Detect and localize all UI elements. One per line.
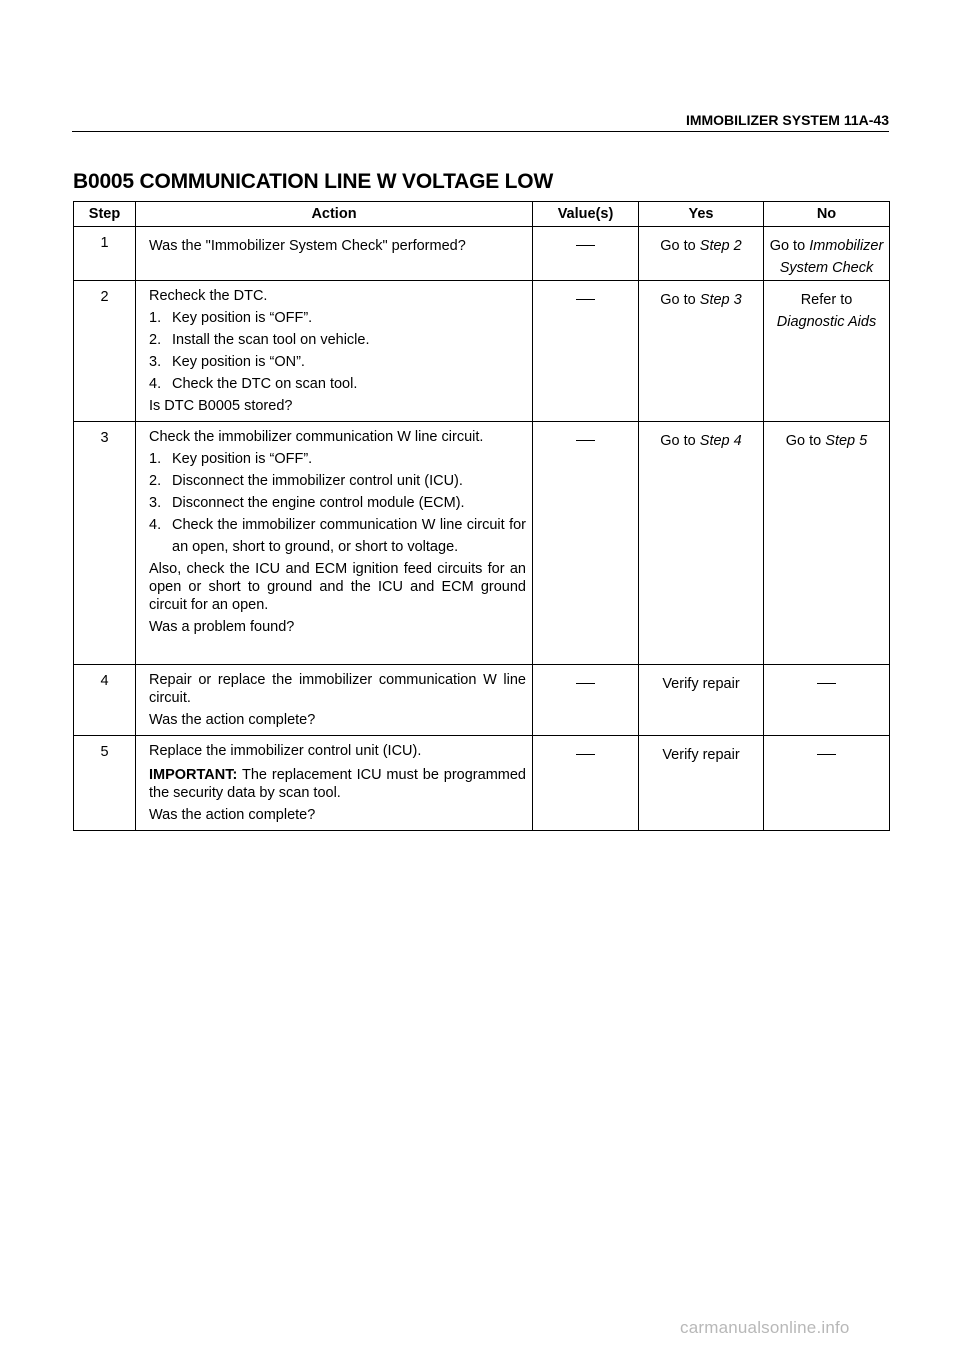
diagnostic-table	[73, 201, 890, 831]
page-header-text: IMMOBILIZER SYSTEM 11A-43	[685, 112, 889, 128]
action-substeps	[149, 448, 526, 558]
step-action	[136, 736, 533, 831]
action-question: Is DTC B0005 stored?	[149, 398, 293, 414]
step-number: 4	[74, 665, 136, 736]
em-dash	[817, 754, 836, 755]
action-question: Was the action complete?	[149, 807, 316, 823]
column-header-action: Action	[136, 202, 533, 227]
step-no	[764, 665, 890, 736]
em-dash	[817, 683, 836, 684]
action-intro: Repair or replace the immobilizer communication W line circuit.	[149, 672, 526, 706]
table-header-row	[74, 202, 890, 227]
action-intro: Recheck the DTC.	[149, 288, 268, 304]
step-action	[136, 281, 533, 422]
step-action	[136, 665, 533, 736]
action-intro: Check the immobilizer communication W line circuit.	[149, 429, 484, 445]
em-dash	[576, 683, 595, 684]
column-header-step: Step	[74, 202, 136, 227]
list-item: 2. Disconnect the immobilizer control unit (ICU).	[149, 473, 463, 489]
step-reference: Step 5	[825, 433, 868, 449]
step-no: Go to Immobilizer System Check	[764, 227, 890, 281]
step-reference: Step 3	[699, 292, 742, 308]
table-row	[74, 281, 890, 422]
step-no: Go to Step 5	[764, 422, 890, 665]
list-item: 3. Key position is “ON”.	[149, 354, 305, 370]
table-row	[74, 665, 890, 736]
step-value	[533, 665, 639, 736]
table-row	[74, 422, 890, 665]
document-title: B0005 COMMUNICATION LINE W VOLTAGE LOW	[73, 170, 554, 193]
list-item: 4. Check the DTC on scan tool.	[149, 376, 358, 392]
step-yes: Go to Step 3	[639, 281, 764, 422]
list-item: 3. Disconnect the engine control module (ECM).	[149, 495, 465, 511]
step-yes: Go to Step 4	[639, 422, 764, 665]
step-reference: Immobilizer System Check	[779, 238, 884, 276]
step-no	[764, 736, 890, 831]
important-text: The replacement ICU must be programmed the security data by scan tool.	[149, 767, 526, 801]
em-dash	[576, 245, 595, 246]
step-number: 1	[74, 227, 136, 281]
watermark-text: carmanualsonline.info	[680, 1318, 850, 1337]
step-value	[533, 422, 639, 665]
step-value	[533, 736, 639, 831]
important-label: IMPORTANT:	[149, 767, 238, 783]
step-yes: Go to Step 2	[639, 227, 764, 281]
list-item: 1. Key position is “OFF”.	[149, 310, 313, 326]
page-header	[72, 112, 889, 132]
table-row	[74, 736, 890, 831]
step-number: 2	[74, 281, 136, 422]
em-dash	[576, 754, 595, 755]
em-dash	[576, 299, 595, 300]
action-text: Was the "Immobilizer System Check" performed?	[149, 238, 466, 254]
step-number: 5	[74, 736, 136, 831]
action-question: Was a problem found?	[149, 619, 295, 635]
table-row	[74, 227, 890, 281]
column-header-no: No	[764, 202, 890, 227]
action-intro: Replace the immobilizer control unit (ICU).	[149, 743, 422, 759]
action-note: Also, check the ICU and ECM ignition feed circuits for an open or short to ground and the ICU and ECM ground circuit for an open.	[149, 561, 526, 613]
column-header-yes: Yes	[639, 202, 764, 227]
list-item: 4. Check the immobilizer communication W line circuit for an open, short to ground, or short to voltage.	[149, 517, 526, 555]
step-reference: Step 2	[699, 238, 742, 254]
step-yes: Verify repair	[639, 665, 764, 736]
column-header-value: Value(s)	[533, 202, 639, 227]
step-reference: Step 4	[699, 433, 742, 449]
step-action	[136, 227, 533, 281]
em-dash	[576, 440, 595, 441]
step-number: 3	[74, 422, 136, 665]
list-item: 1. Key position is “OFF”.	[149, 451, 313, 467]
important-note	[149, 766, 526, 802]
step-value	[533, 227, 639, 281]
step-value	[533, 281, 639, 422]
step-no: Refer to Diagnostic Aids	[764, 281, 890, 422]
action-substeps	[149, 307, 526, 395]
step-action	[136, 422, 533, 665]
list-item: 2. Install the scan tool on vehicle.	[149, 332, 370, 348]
step-reference: Diagnostic Aids	[776, 314, 877, 330]
action-question: Was the action complete?	[149, 712, 316, 728]
step-yes: Verify repair	[639, 736, 764, 831]
